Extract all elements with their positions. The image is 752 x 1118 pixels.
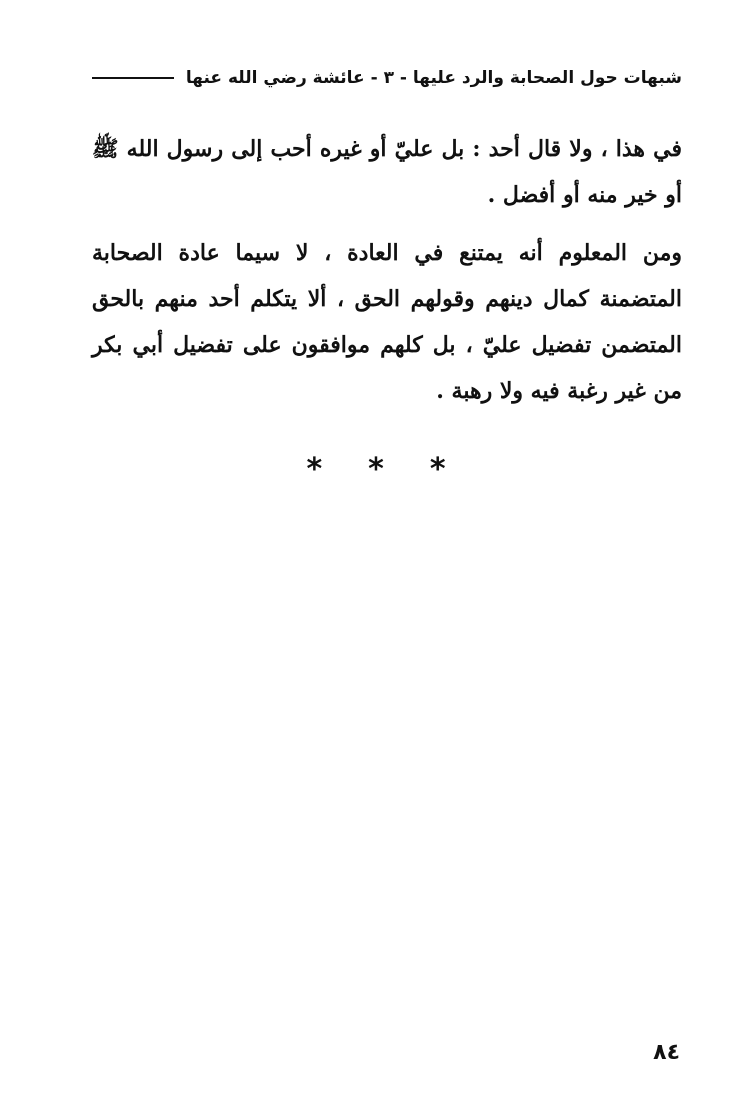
separator-star: *	[429, 452, 446, 487]
page-number: ٨٤	[653, 1040, 680, 1065]
header-title: شبهات حول الصحابة والرد عليها - ٣ - عائشة رضي الله عنها	[185, 68, 682, 88]
paragraph-2: ومن المعلوم أنه يمتنع في العادة ، لا سيما عادة الصحابة المتضمنة كمال دينهم وقولهم الحق ، ألا يتكلم أحد منهم بالحق المتضمن تفضيل عليّ ، بل كلهم موافقون على تفضيل أبي بكر من غير رغبة فيه ولا رهبة .	[92, 240, 682, 404]
header-rule	[92, 77, 174, 79]
separator-star: *	[368, 452, 384, 487]
paragraph-1: في هذا ، ولا قال أحد : بل عليّ أو غيره أحب إلى رسول الله ﷺ أو خير منه أو أفضل .	[92, 136, 682, 208]
running-header	[92, 58, 682, 98]
section-separator	[0, 452, 752, 487]
separator-star: *	[306, 452, 323, 487]
